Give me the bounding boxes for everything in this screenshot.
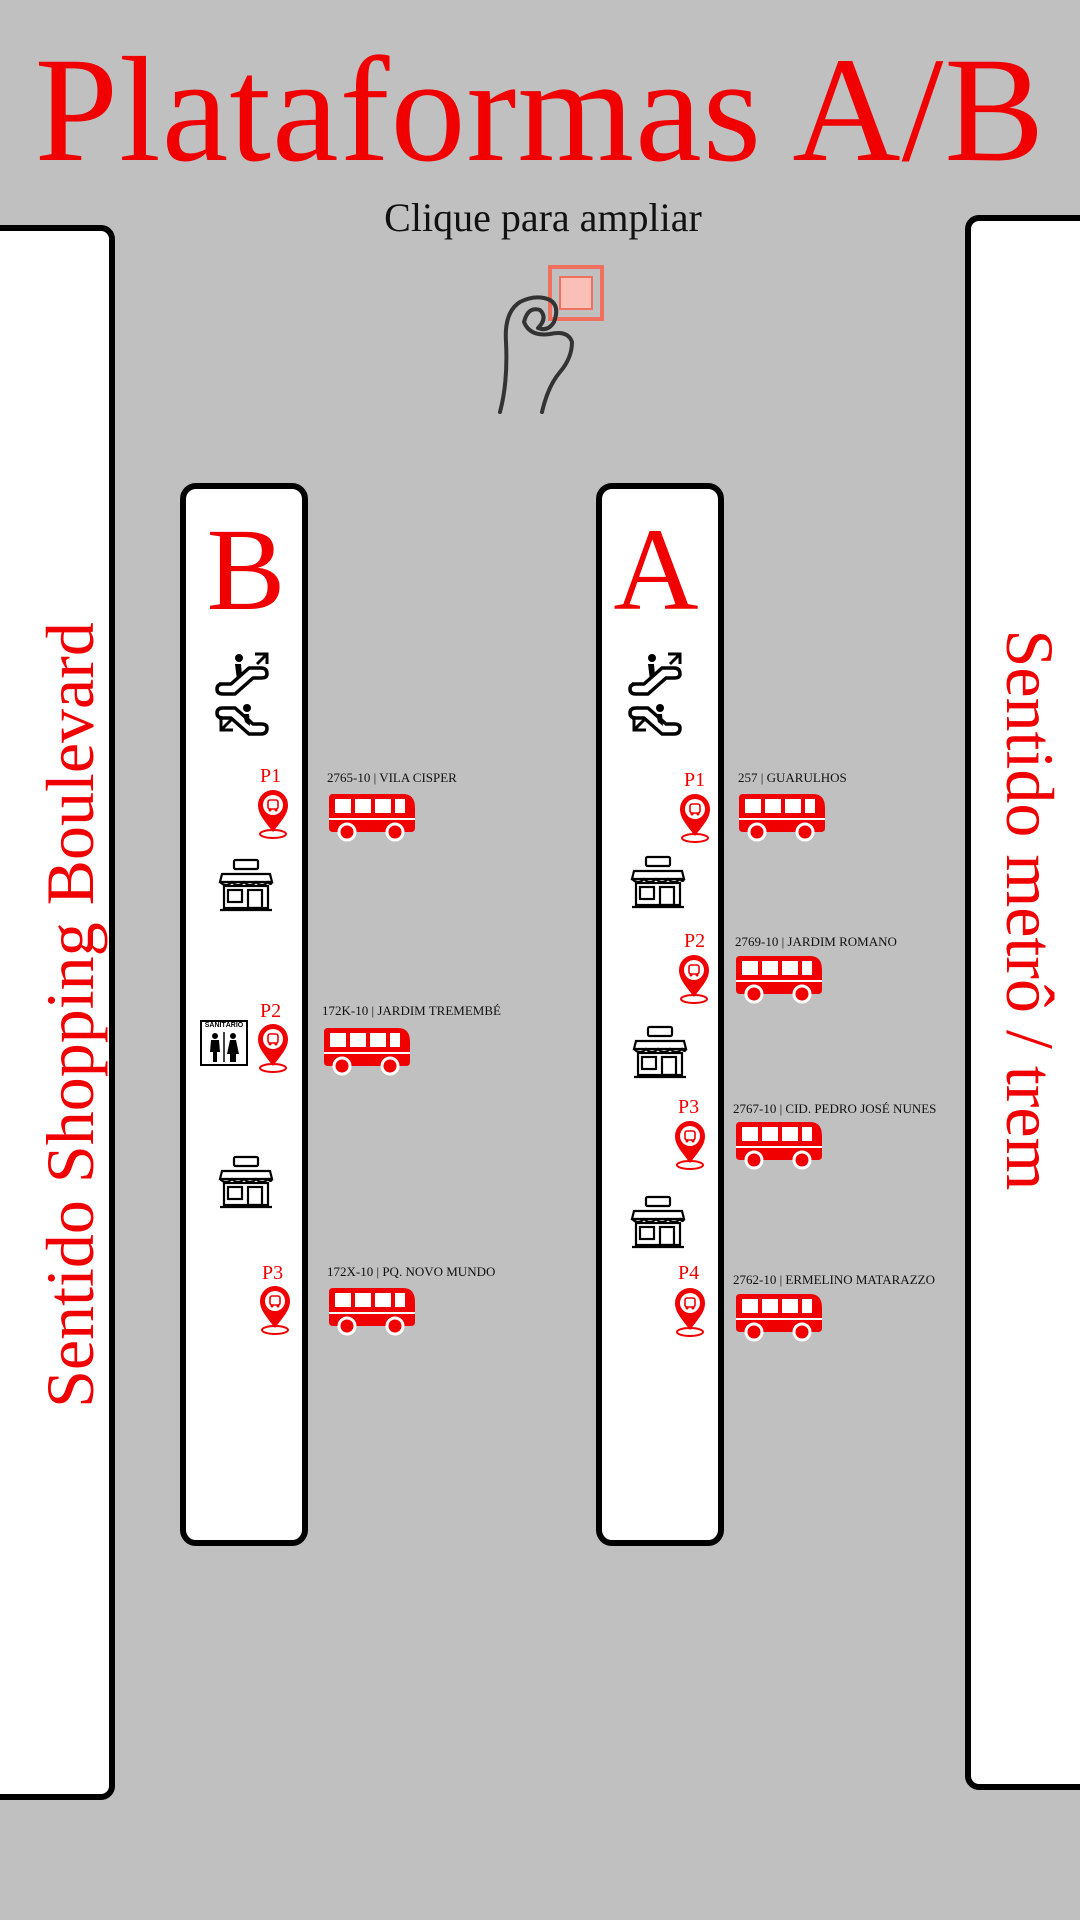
escalator-icon [215, 650, 273, 738]
store-icon [630, 855, 686, 911]
pinch-zoom-icon[interactable] [490, 262, 620, 420]
bus-stop-pin-icon[interactable] [673, 1286, 707, 1338]
platform-b-letter: B [206, 504, 286, 635]
store-icon [218, 858, 274, 914]
platform-a-p1-route: 257 | GUARULHOS [738, 770, 847, 785]
platform-a-letter: A [613, 504, 699, 635]
bus-stop-pin-icon[interactable] [673, 1119, 707, 1171]
platform-a-p3-label: P3 [678, 1096, 700, 1118]
bus-icon[interactable] [327, 1284, 417, 1336]
bus-icon[interactable] [327, 790, 417, 842]
right-direction-label: Sentido metrô / trem [992, 629, 1068, 1191]
page-title: Plataformas A/B [34, 27, 1046, 193]
escalator-icon [628, 650, 686, 738]
platform-a-p3-route: 2767-10 | CID. PEDRO JOSÉ NUNES [733, 1101, 937, 1116]
platform-a-p2-route: 2769-10 | JARDIM ROMANO [735, 934, 897, 949]
zoom-hint[interactable]: Clique para ampliar [384, 195, 702, 240]
bus-icon[interactable] [322, 1024, 412, 1076]
platform-a-p1-label: P1 [684, 769, 706, 791]
store-icon [630, 1195, 686, 1251]
platform-b[interactable] [180, 483, 308, 1546]
platform-a[interactable] [596, 483, 724, 1546]
store-icon [632, 1025, 688, 1081]
bus-icon[interactable] [734, 1290, 824, 1342]
platform-b-p3-route: 172X-10 | PQ. NOVO MUNDO [327, 1264, 496, 1279]
platform-b-p1-route: 2765-10 | VILA CISPER [327, 770, 457, 785]
platform-a-p2-label: P2 [684, 930, 706, 952]
platform-a-p4-route: 2762-10 | ERMELINO MATARAZZO [733, 1272, 935, 1287]
store-icon [218, 1155, 274, 1211]
bus-stop-pin-icon[interactable] [256, 788, 290, 840]
restroom-label: SANITÁRIO [204, 1022, 244, 1029]
bus-stop-pin-icon[interactable] [678, 792, 712, 844]
platform-b-p2-label: P2 [260, 1000, 282, 1022]
bus-icon[interactable] [734, 952, 824, 1004]
bus-stop-pin-icon[interactable] [258, 1284, 292, 1336]
bus-stop-pin-icon[interactable] [256, 1022, 290, 1074]
platform-b-p2-route: 172K-10 | JARDIM TREMEMBÉ [322, 1003, 501, 1018]
platform-a-p4-label: P4 [678, 1262, 700, 1284]
bus-icon[interactable] [734, 1118, 824, 1170]
bus-icon[interactable] [737, 790, 827, 842]
left-direction-label: Sentido Shopping Boulevard [32, 622, 108, 1408]
platform-b-p1-label: P1 [260, 765, 282, 787]
bus-stop-pin-icon[interactable] [677, 953, 711, 1005]
platform-b-p3-label: P3 [262, 1262, 284, 1284]
